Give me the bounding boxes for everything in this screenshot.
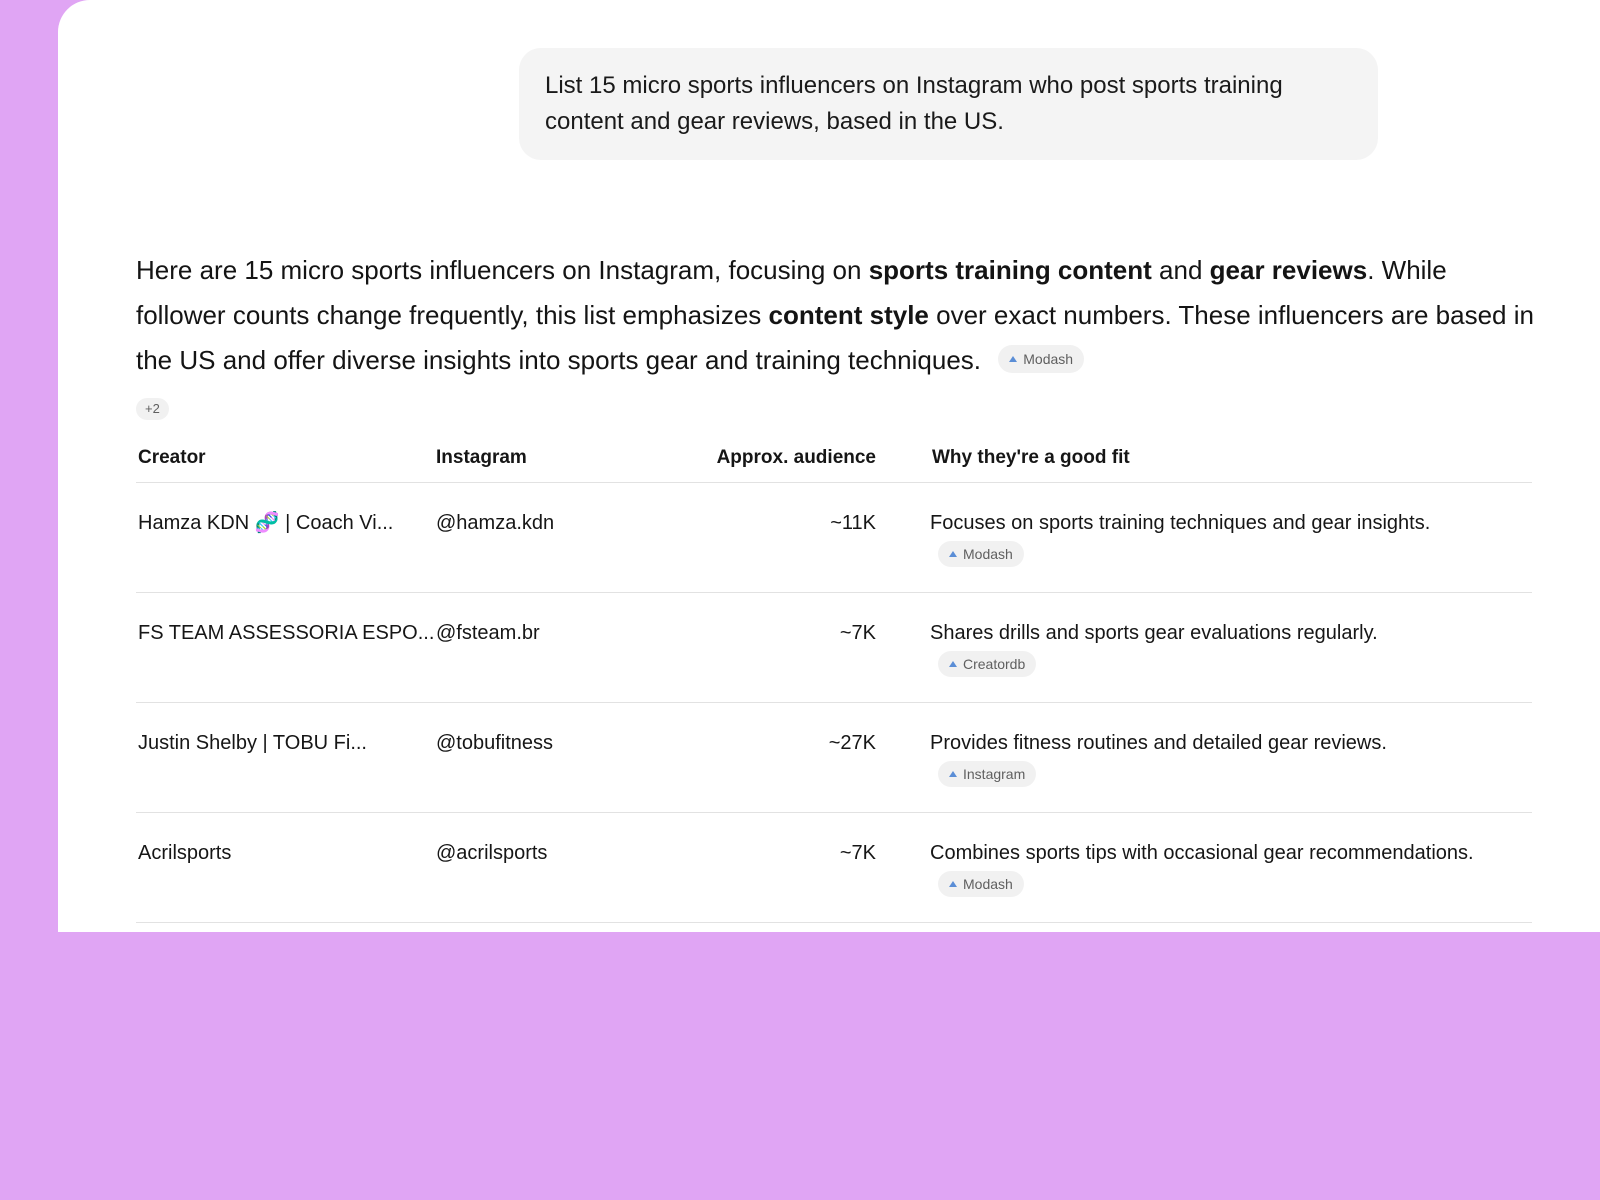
influencer-table: [136, 434, 1532, 923]
source-icon: [1009, 356, 1017, 362]
assistant-answer: [136, 248, 1536, 383]
why-text: Provides fitness routines and detailed gear reviews.: [930, 732, 1387, 754]
instagram-cell: @acrilsports: [436, 813, 706, 923]
why-cell: [876, 703, 1532, 813]
source-chip[interactable]: [938, 761, 1036, 787]
source-chip-label: Instagram: [963, 765, 1026, 782]
answer-text-2: and: [1151, 255, 1210, 285]
source-chip[interactable]: [938, 651, 1036, 677]
why-text: Shares drills and sports gear evaluations regularly.: [930, 622, 1378, 644]
creator-cell: Justin Shelby | TOBU Fi...: [136, 703, 436, 813]
source-icon: [949, 661, 957, 667]
creator-cell: FS TEAM ASSESSORIA ESPO...: [136, 593, 436, 703]
answer-bold-1: sports training content: [868, 255, 1152, 285]
source-chip-label: Modash: [963, 875, 1013, 892]
answer-bold-3: content style: [768, 300, 929, 330]
user-message-bubble: [519, 48, 1378, 160]
source-icon: [949, 551, 957, 557]
why-cell: [876, 813, 1532, 923]
instagram-cell: @fsteam.br: [436, 593, 706, 703]
source-chip-label: Modash: [1023, 351, 1074, 368]
answer-text-1: Here are 15 micro sports influencers on Instagram, focusing on: [136, 255, 869, 285]
audience-cell: ~7K: [706, 593, 876, 703]
header-audience: Approx. audience: [706, 434, 876, 483]
audience-cell: ~11K: [706, 483, 876, 593]
source-icon: [949, 881, 957, 887]
header-creator: Creator: [136, 434, 436, 483]
audience-cell: ~27K: [706, 703, 876, 813]
source-chip[interactable]: [938, 871, 1024, 897]
table-row: [136, 593, 1532, 703]
creator-cell: Acrilsports: [136, 813, 436, 923]
audience-cell: ~7K: [706, 813, 876, 923]
more-sources-chip[interactable]: +2: [136, 398, 169, 420]
instagram-cell: @tobufitness: [436, 703, 706, 813]
why-cell: [876, 483, 1532, 593]
user-message-text: List 15 micro sports influencers on Instagram who post sports training content and gear reviews, based in the US.: [545, 72, 1283, 135]
answer-text-4: over exact numbers. These influencers are based in the US and offer diverse insights into sports gear and training techniques.: [136, 300, 1534, 375]
creator-cell: Hamza KDN 🧬 | Coach Vi...: [136, 483, 436, 593]
why-cell: [876, 593, 1532, 703]
source-chip[interactable]: [998, 345, 1084, 373]
answer-bold-2: gear reviews: [1209, 255, 1368, 285]
source-chip-label: Creatordb: [963, 655, 1026, 672]
answer-text-3: . While follower counts change frequently, this list emphasizes: [136, 255, 1447, 330]
source-chip-label: Modash: [963, 545, 1013, 562]
header-why: Why they're a good fit: [876, 434, 1532, 483]
chat-panel: [58, 0, 1600, 932]
table-row: [136, 813, 1532, 923]
source-icon: [949, 771, 957, 777]
source-chip[interactable]: [938, 541, 1024, 567]
table-row: [136, 703, 1532, 813]
instagram-cell: @hamza.kdn: [436, 483, 706, 593]
table-header-row: [136, 434, 1532, 483]
why-text: Combines sports tips with occasional gear recommendations.: [930, 842, 1474, 864]
why-text: Focuses on sports training techniques and gear insights.: [930, 512, 1431, 534]
header-instagram: Instagram: [436, 434, 706, 483]
table-row: [136, 483, 1532, 593]
